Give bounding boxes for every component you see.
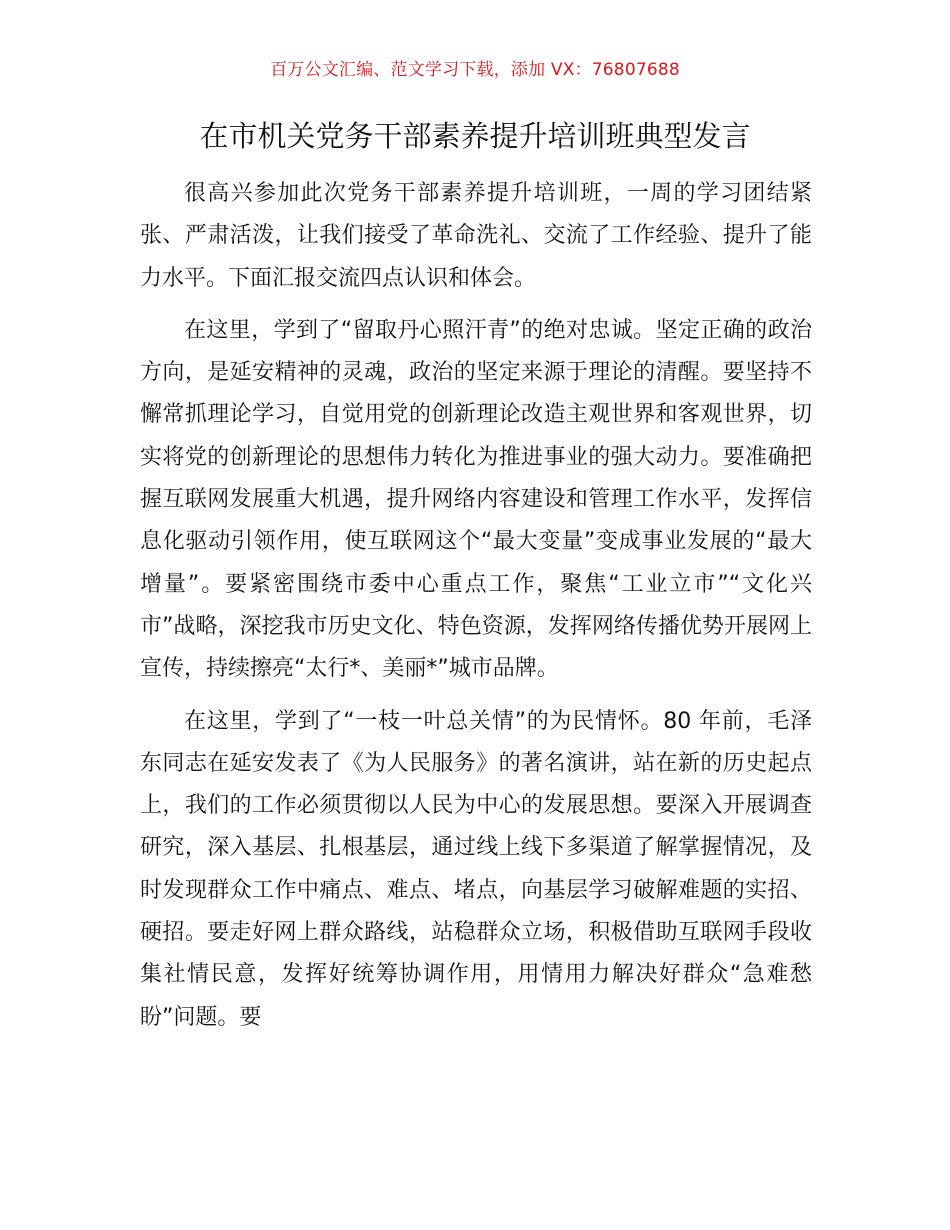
document-title: 在市机关党务干部素养提升培训班典型发言: [199, 119, 751, 153]
header-watermark: 百万公文汇编、范文学习下载，添加 VX：76807688: [270, 60, 680, 80]
body-paragraph-3: 在这里，学到了“一枝一叶总关情”的为民情怀。80 年前，毛泽东同志在延安发表了《为人民服务》的著名演讲，站在新的历史起点上，我们的工作必须贯彻以人民为中心的发展思想。要深入开展调查研究，深入基层、扎根基层，通过线上线下多渠道了解掌握情况，及时发现群众工作中痛点、难点、堵点，向基层学习破解难题的实招、硬招。要走好网上群众路线，站稳群众立场，积极借助互联网手段收集社情民意，发挥好统筹协调作用，用情用力解决好群众“急难愁盼”问题。要: [140, 708, 812, 1030]
body-paragraph-1: 很高兴参加此次党务干部素养提升培训班，一周的学习团结紧张、严肃活泼，让我们接受了革命洗礼、交流了工作经验、提升了能力水平。下面汇报交流四点认识和体会。: [140, 181, 812, 291]
document-body: [140, 173, 812, 1049]
body-paragraph-2: 在这里，学到了“留取丹心照汗青”的绝对忠诚。坚定正确的政治方向，是延安精神的灵魂，政治的坚定来源于理论的清醒。要坚持不懈常抓理论学习，自觉用党的创新理论改造主观世界和客观世界，切实将党的创新理论的思想伟力转化为推进事业的强大动力。要准确把握互联网发展重大机遇，提升网络内容建设和管理工作水平，发挥信息化驱动引领作用，使互联网这个“最大变量”变成事业发展的“最大增量”。要紧密围绕市委中心重点工作，聚焦“工业立市”“文化兴市”战略，深挖我市历史文化、特色资源，发挥网络传播优势开展网上宣传，持续擦亮“太行*、美丽*”城市品牌。: [140, 317, 812, 682]
